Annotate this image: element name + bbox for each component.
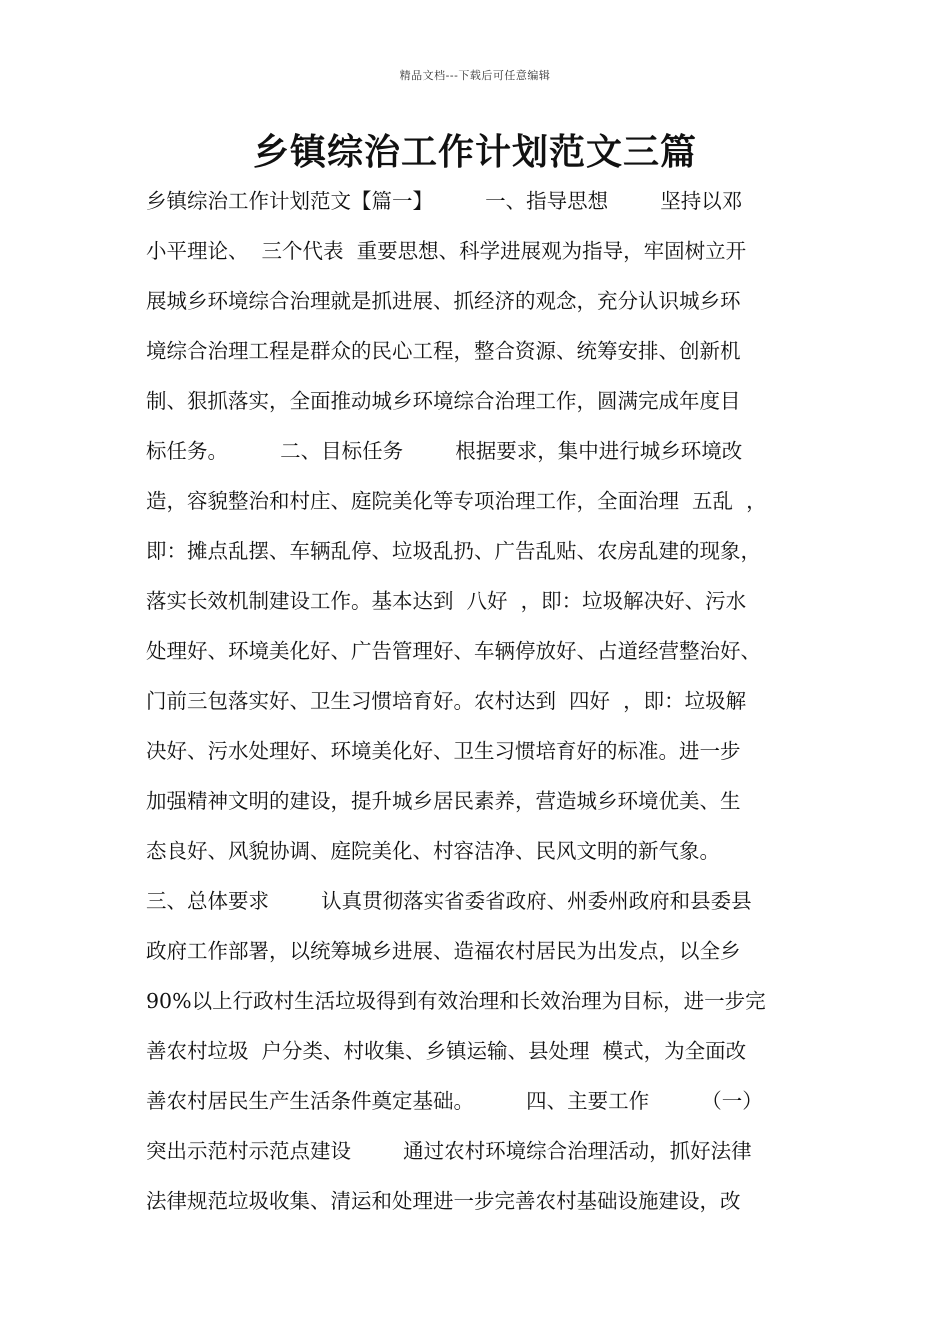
body-line: 即：摊点乱摆、车辆乱停、垃圾乱扔、广告乱贴、农房乱建的现象，	[146, 539, 761, 563]
document-title: 乡镇综治工作计划范文三篇	[252, 131, 697, 173]
body-line: 态良好、风貌协调、庭院美化、村容洁净、民风文明的新气象。	[146, 839, 720, 863]
header-note: 精品文档---下载后可任意编辑	[399, 69, 551, 82]
body-line: 展城乡环境综合治理就是抓进展、抓经济的观念，充分认识城乡环	[146, 289, 741, 313]
body-line: 境综合治理工程是群众的民心工程，整合资源、统筹安排、创新机	[146, 339, 741, 363]
document-body	[146, 178, 816, 1228]
body-line: 处理好、环境美化好、广告管理好、车辆停放好、占道经营整治好、	[146, 639, 761, 663]
body-line: 政府工作部署，以统筹城乡进展、造福农村居民为出发点，以全乡	[146, 939, 741, 963]
body-line: 突出示范村示范点建设 通过农村环境综合治理活动，抓好法律	[146, 1139, 752, 1163]
body-line: 造，容貌整治和村庄、庭院美化等专项治理工作，全面治理 五乱 ，	[146, 489, 767, 513]
body-line: 决好、污水处理好、环境美化好、卫生习惯培育好的标准。进一步	[146, 739, 741, 763]
body-line: 善农村垃圾 户分类、村收集、乡镇运输、县处理 模式，为全面改	[146, 1039, 747, 1063]
body-line: 加强精神文明的建设，提升城乡居民素养，营造城乡环境优美、生	[146, 789, 741, 813]
body-line: 乡镇综治工作计划范文【篇一】 一、指导思想 坚持以邓	[146, 189, 743, 213]
body-line: 落实长效机制建设工作。基本达到 八好 ，即：垃圾解决好、污水	[146, 589, 747, 613]
body-line: 标任务。 二、目标任务 根据要求，集中进行城乡环境改	[146, 439, 743, 463]
body-line: 小平理论、 三个代表 重要思想、科学进展观为指导，牢固树立开	[146, 239, 747, 263]
body-line: 三、总体要求 认真贯彻落实省委省政府、州委州政府和县委县	[146, 889, 752, 913]
body-line: 制、狠抓落实，全面推动城乡环境综合治理工作，圆满完成年度目	[146, 389, 741, 413]
body-line: 90%以上行政村生活垃圾得到有效治理和长效治理为目标，进一步完	[146, 989, 766, 1013]
body-line: 门前三包落实好、卫生习惯培育好。农村达到 四好 ，即：垃圾解	[146, 689, 747, 713]
body-line: 善农村居民生产生活条件奠定基础。 四、主要工作 （一）	[146, 1089, 763, 1113]
body-line: 法律规范垃圾收集、清运和处理进一步完善农村基础设施建设，改	[146, 1189, 741, 1213]
